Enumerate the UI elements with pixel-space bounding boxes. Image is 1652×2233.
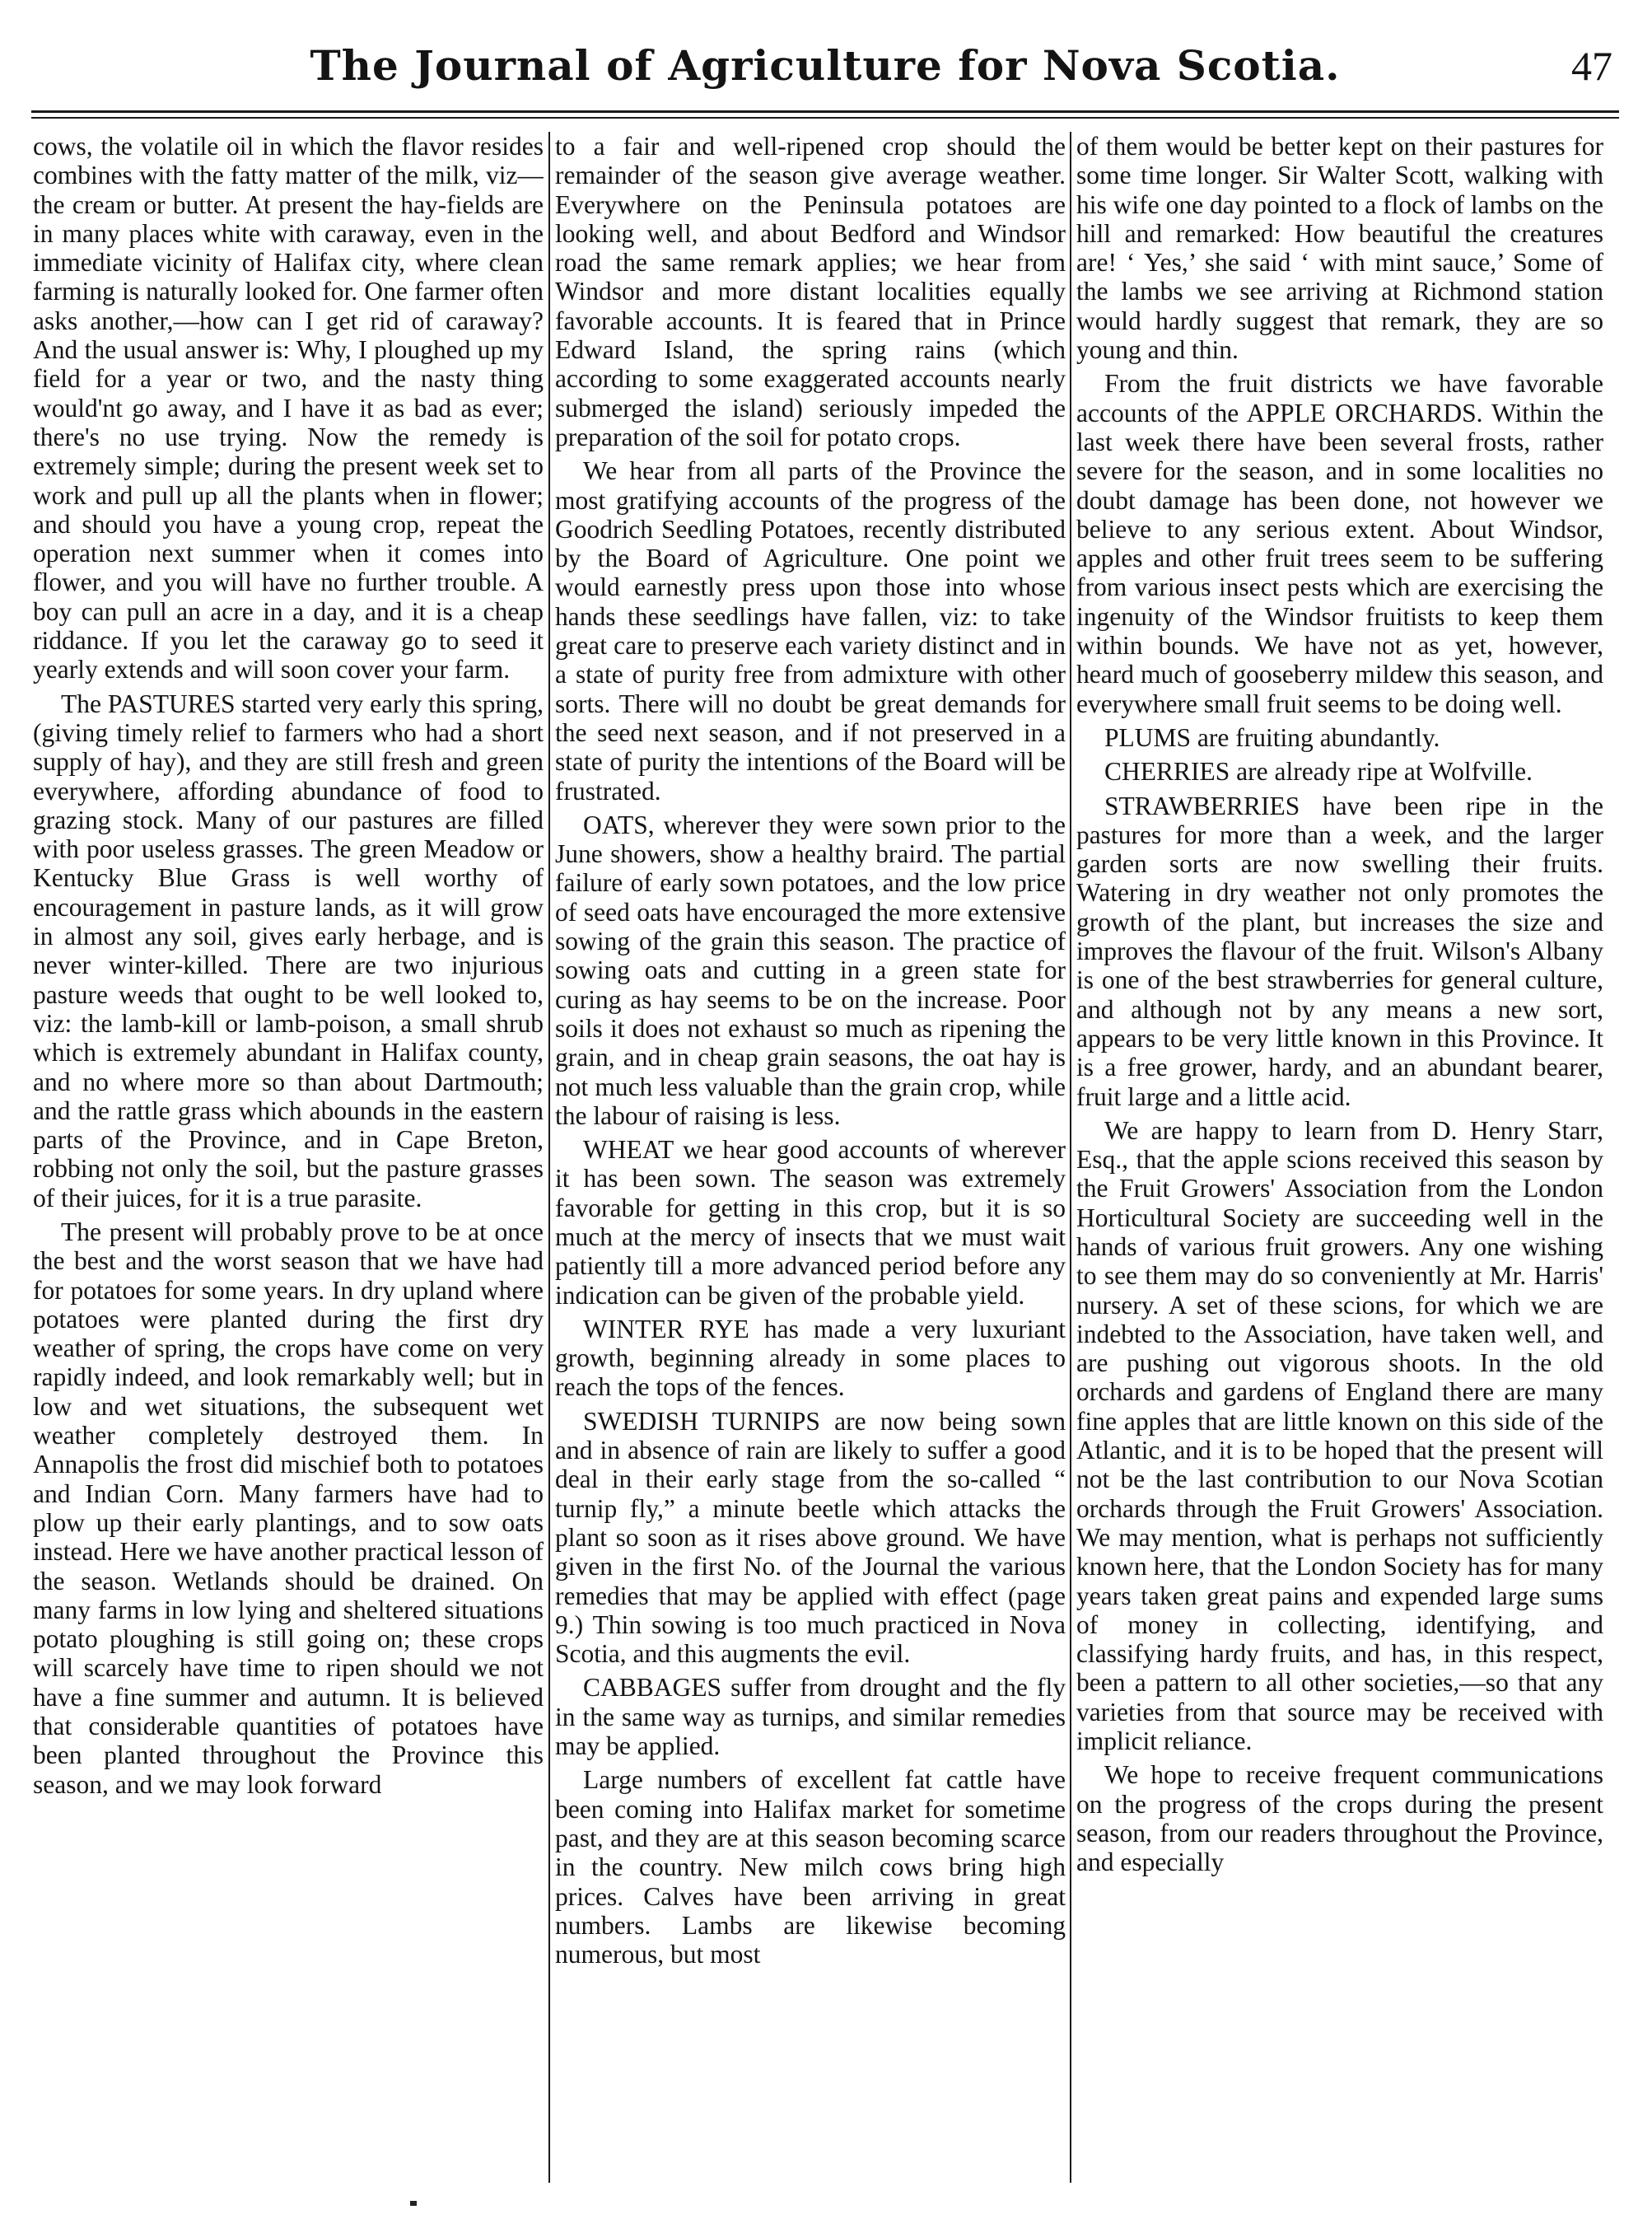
column-1 (33, 132, 544, 2191)
paragraph: WHEAT we hear good accounts of wherever it has been sown. The season was extremely favorable for getting in this crop, but it is so much at the mercy of insects that we must wait patiently till a more advanced period before any indication can be given of the probable yield. (555, 1135, 1066, 1310)
header-rule-top (31, 110, 1619, 113)
column-3 (1076, 132, 1603, 2191)
column-divider (548, 132, 550, 2183)
paragraph: to a fair and well-ripened crop should the remainder of the season give average weather. Everywhere on the Peninsula potatoes are looking well, and about Bedford and Windsor road the same remark applies; we hear from Windsor and more distant localities equally favorable accounts. It is feared that in Prince Edward Island, the spring rains (which according to some exaggerated accounts nearly submerged the island) seriously impeded the preparation of the soil for potato crops. (555, 132, 1066, 451)
paragraph: From the fruit districts we have favorable accounts of the APPLE ORCHARDS. Within the last week there have been several frosts, rather severe for the season, and in some localities no doubt damage has been done, not however we believe to any serious extent. About Windsor, apples and other fruit trees seem to be suffering from various insect pests which are exercising the ingenuity of the Windsor fruitists to keep them within bounds. We have not as yet, however, heard much of gooseberry mildew this season, and everywhere small fruit seems to be doing well. (1076, 369, 1603, 718)
paragraph: We hope to receive frequent communications on the progress of the crops during the present season, from our readers throughout the Province, and especially (1076, 1760, 1603, 1877)
column-2 (555, 132, 1066, 2191)
paragraph: We hear from all parts of the Province the most gratifying accounts of the progress of the Goodrich Seedling Potatoes, recently distributed by the Board of Agriculture. One point we would earnestly press upon those into whose hands these seedlings have fallen, viz: to take great care to preserve each variety distinct and in a state of purity free from admixture with other sorts. There will no doubt be great demands for the seed next season, and if not preserved in a state of purity the intentions of the Board will be frustrated. (555, 456, 1066, 806)
paragraph: OATS, wherever they were sown prior to the June showers, show a healthy braird. The partial failure of early sown potatoes, and the low price of seed oats have encouraged the more extensive sowing of the grain this season. The practice of sowing oats and cutting in a green state for curing as hay seems to be on the increase. Poor soils it does not exhaust so much as ripening the grain, and in cheap grain seasons, the oat hay is not much less valuable than the grain crop, while the labour of raising is less. (555, 810, 1066, 1130)
paragraph: cows, the volatile oil in which the flavor resides combines with the fatty matter of the milk, viz—the cream or butter. At present the hay-fields are in many places white with caraway, even in the immediate vicinity of Halifax city, where clean farming is naturally looked for. One farmer often asks another,—how can I get rid of caraway? And the usual answer is: Why, I ploughed up my field for a year or two, and the nasty thing would'nt go away, and I have it as bad as ever; there's no use trying. Now the remedy is extremely simple; during the present week set to work and pull up all the plants when in flower; and should you have a young crop, repeat the operation next summer when it comes into flower, and you will have no further trouble. A boy can pull an acre in a day, and it is a cheap riddance. If you let the caraway go to seed it yearly extends and will soon cover your farm. (33, 132, 544, 684)
paragraph: The PASTURES started very early this spring, (giving timely relief to farmers who had a short supply of hay), and they are still fresh and green everywhere, affording abundance of food to grazing stock. Many of our pastures are filled with poor useless grasses. The green Meadow or Kentucky Blue Grass is well worthy of encouragement in pasture lands, as it will grow in almost any soil, gives early herbage, and is never winter-killed. There are two injurious pasture weeds that ought to be well looked to, viz: the lamb-kill or lamb-poison, a small shrub which is extremely abundant in Halifax county, and no where more so than about Dartmouth; and the rattle grass which abounds in the eastern parts of the Province, and in Cape Breton, robbing not only the soil, but the pasture grasses of their juices, for it is a true parasite. (33, 689, 544, 1212)
paragraph: of them would be better kept on their pastures for some time longer. Sir Walter Scott, walking with his wife one day pointed to a flock of lambs on the hill and remarked: How beautiful the creatures are! ‘ Yes,’ she said ‘ with mint sauce,’ Some of the lambs we see arriving at Richmond station would hardly suggest that remark, they are so young and thin. (1076, 132, 1603, 365)
page-number: 47 (1571, 43, 1612, 89)
paragraph: SWEDISH TURNIPS are now being sown and in absence of rain are likely to suffer a good deal in their early stage from the so-called “ turnip fly,” a minute beetle which attacks the plant so soon as it rises above ground. We have given in the first No. of the Journal the various remedies that may be applied with effect (page 9.) Thin sowing is too much practiced in Nova Scotia, and this augments the evil. (555, 1406, 1066, 1669)
journal-title: The Journal of Agriculture for Nova Scotia. (310, 41, 1341, 90)
paragraph: CABBAGES suffer from drought and the fly in the same way as turnips, and similar remedies may be applied. (555, 1673, 1066, 1761)
paragraph: CHERRIES are already ripe at Wolfville. (1104, 757, 1533, 787)
column-divider (1070, 132, 1071, 2183)
paragraph: The present will probably prove to be at once the best and the worst season that we have had for potatoes for some years. In dry upland where potatoes were planted during the first dry weather of spring, the crops have come on very rapidly indeed, and look remarkably well; but in low and wet situations, the subsequent wet weather completely destroyed them. In Annapolis the frost did mischief both to potatoes and Indian Corn. Many farmers have had to plow up their early plantings, and to sow oats instead. Here we have another practical lesson of the season. Wetlands should be drained. On many farms in low lying and sheltered situations potato ploughing is still going on; these crops will scarcely have time to ripen should we not have a fine summer and autumn. It is believed that considerable quantities of potatoes have been planted throughout the Province this season, and we may look forward (33, 1217, 544, 1799)
paragraph: WINTER RYE has made a very luxuriant growth, beginning already in some places to reach the tops of the fences. (555, 1314, 1066, 1402)
paragraph: Large numbers of excellent fat cattle have been coming into Halifax market for sometime past, and they are at this season becoming scarce in the country. New milch cows bring high prices. Calves have been arriving in great numbers. Lambs are likewise becoming numerous, but most (555, 1765, 1066, 1969)
header-rule-bottom (31, 117, 1619, 119)
paragraph: We are happy to learn from D. Henry Starr, Esq., that the apple scions received this season by the Fruit Growers' Association from the London Horticultural Society are succeeding well in the hands of various fruit growers. Any one wishing to see them may do so conveniently at Mr. Harris' nursery. A set of these scions, for which we are indebted to the Association, have taken well, and are pushing out vigorous shoots. In the old orchards and gardens of England there are many fine apples that are little known on this side of the Atlantic, and it is to be hoped that the present will not be the last contribution to our Nova Scotian orchards through the Fruit Growers' Association. We may mention, what is perhaps not sufficiently known here, that the London Society has for many years taken great pains and expended large sums of money in collecting, identifying, and classifying hardy fruits, and has, in this respect, been a pattern to all other societies,—so that any varieties from that source may be received with implicit reliance. (1076, 1115, 1603, 1756)
page-header (31, 40, 1619, 105)
paragraph: STRAWBERRIES have been ripe in the pastures for more than a week, and the larger garden sorts are now swelling their fruits. Watering in dry weather not only promotes the growth of the plant, but increases the size and improves the flavour of the fruit. Wilson's Albany is one of the best strawberries for general culture, and although not by any means a new sort, appears to be very little known in this Province. It is a free grower, hardy, and an abundant bearer, fruit large and a little acid. (1076, 791, 1603, 1111)
paragraph: PLUMS are fruiting abundantly. (1104, 722, 1440, 752)
footer-mark (410, 2201, 417, 2206)
